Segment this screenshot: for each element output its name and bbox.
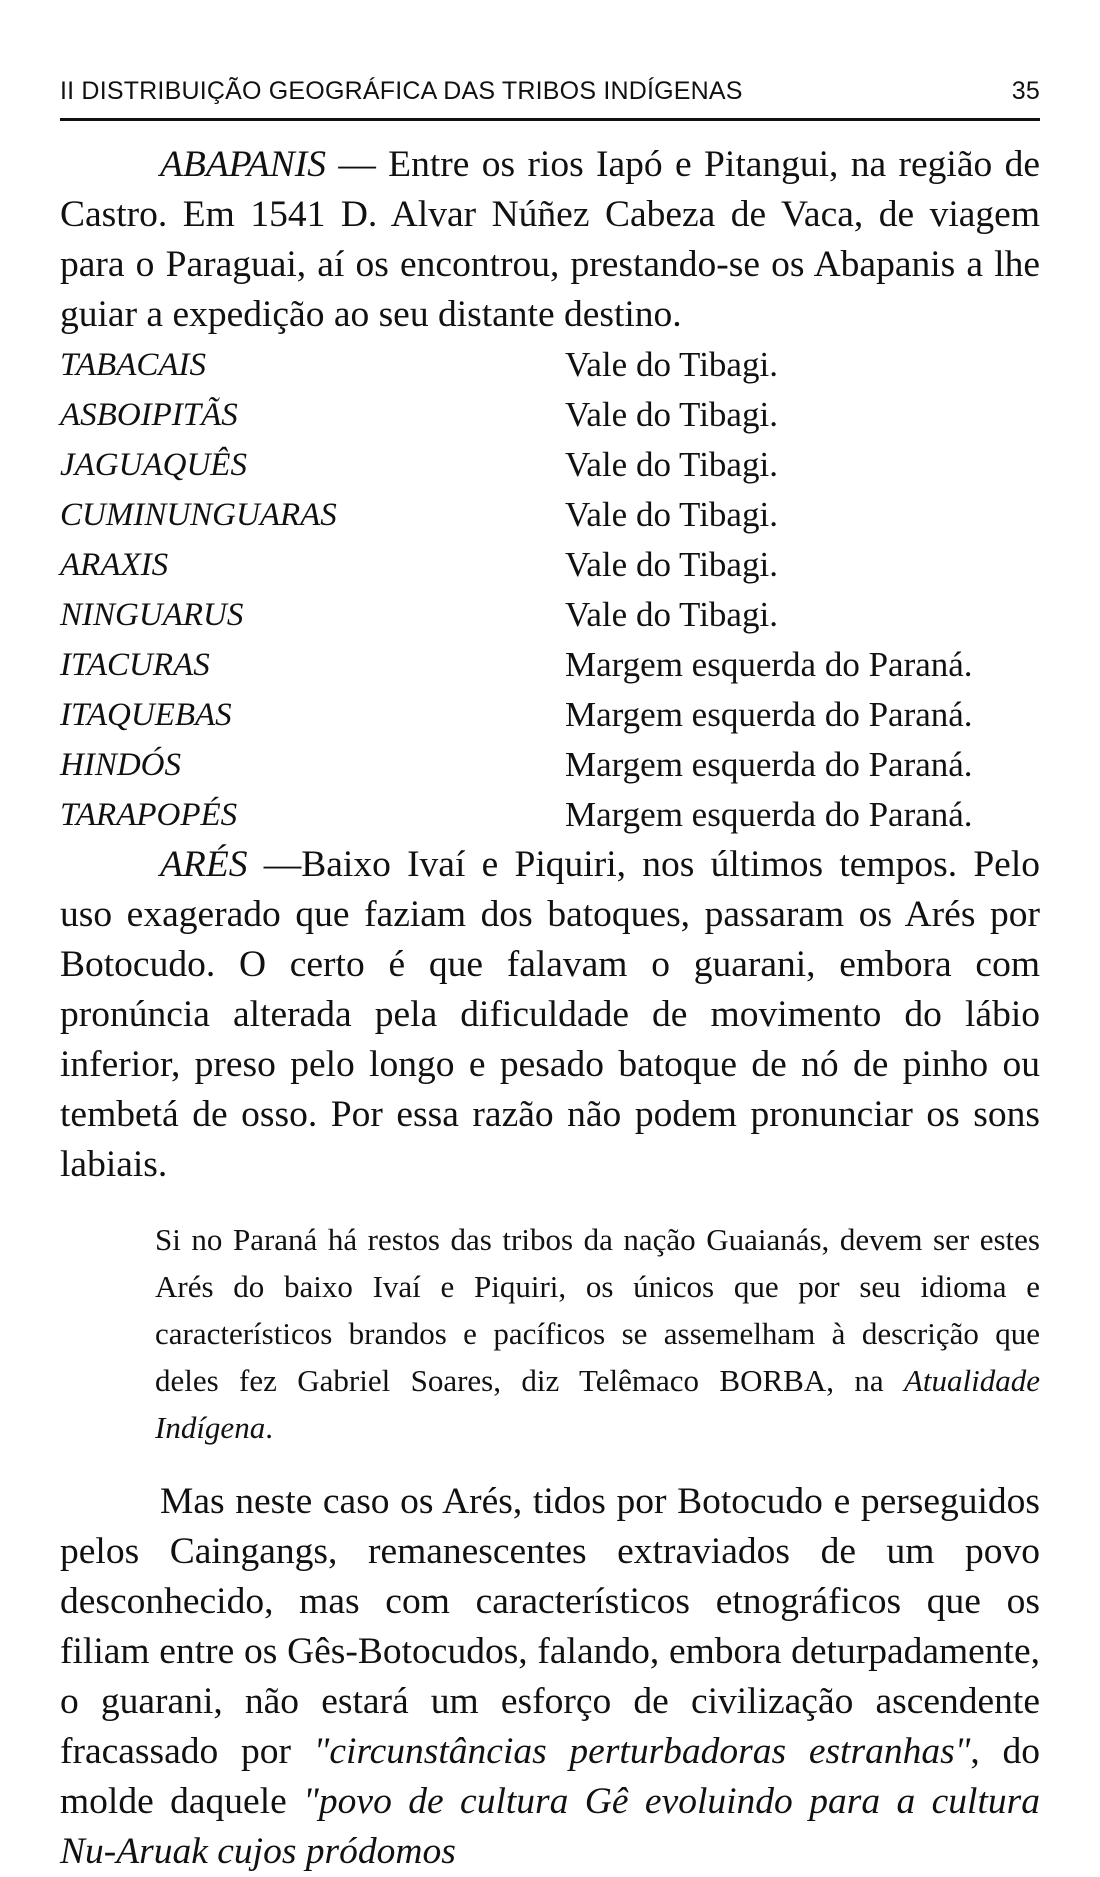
tribe-term: ABAPANIS <box>160 144 326 185</box>
tribe-name: ITACURAS <box>60 647 210 683</box>
tribe-place: Margem esquerda do Paraná. <box>565 745 973 784</box>
tribe-name: NINGUARUS <box>60 597 244 633</box>
inline-quote: "povo de cultura Gê evoluindo para a cultura Nu-Aruak cujos pródomos <box>60 1781 1040 1872</box>
paragraph-abapanis <box>60 140 1040 340</box>
tribe-term: ARÉS <box>160 844 248 885</box>
tribe-place: Vale do Tibagi. <box>565 445 778 484</box>
tribe-name: ASBOIPITÃS <box>60 397 238 433</box>
body-text <box>60 140 1040 1877</box>
tribe-place: Vale do Tibagi. <box>565 545 778 584</box>
tribe-place: Vale do Tibagi. <box>565 345 778 384</box>
inline-quote: "circunstâncias perturbadoras estranhas" <box>313 1731 971 1772</box>
tribe-place: Margem esquerda do Paraná. <box>565 795 973 834</box>
paragraph-text: — Entre os rios Iapó e Pitangui, na região de Castro. Em 1541 D. Alvar Núñez Cabeza de Vaca, de viagem para o Paraguai, aí os encontrou, prestando-se os Abapanis a lhe guiar a expedição ao seu distante destino. <box>60 144 1040 335</box>
tribe-name: JAGUAQUÊS <box>60 447 247 483</box>
paragraph-conclusion <box>60 1477 1040 1877</box>
tribe-name: ITAQUEBAS <box>60 697 232 733</box>
quote-text: Si no Paraná há restos das tribos da nação Guaianás, devem ser estes Arés do baixo Ivaí e Piquiri, os únicos que por seu idioma e característicos brandos e pacíficos se assemelham à descrição que deles fez Gabriel Soares, diz Telêmaco BORBA, na <box>155 1222 1040 1398</box>
tribe-row <box>60 740 1040 790</box>
running-title: II DISTRIBUIÇÃO GEOGRÁFICA DAS TRIBOS INDÍGENAS <box>60 77 743 105</box>
tribe-name: TARAPOPÉS <box>60 797 238 833</box>
tribe-place: Vale do Tibagi. <box>565 595 778 634</box>
tribe-row <box>60 440 1040 490</box>
paragraph-text: Mas neste caso os Arés, tidos por Botocudo e perseguidos pelos Caingangs, remanescentes extraviados de um povo desconhecido, mas com característicos etnográficos que os filiam entre os Gês-Botocudos, falando, embora deturpadamente, o guarani, não estará um esforço de civilização ascendente fracassado por <box>60 1481 1040 1772</box>
tribe-row <box>60 640 1040 690</box>
tribe-row <box>60 790 1040 840</box>
tribe-row <box>60 390 1040 440</box>
tribe-row <box>60 490 1040 540</box>
tribe-row <box>60 340 1040 390</box>
tribe-name: HINDÓS <box>60 747 181 783</box>
paragraph-text: , do molde daquele <box>60 1731 1040 1822</box>
page-number: 35 <box>1011 77 1040 105</box>
tribe-place: Vale do Tibagi. <box>565 495 778 534</box>
running-head <box>60 76 1040 106</box>
tribe-name: CUMINUNGUARAS <box>60 497 337 533</box>
quote-end: . <box>265 1410 273 1445</box>
tribe-list <box>60 340 1040 840</box>
tribe-place: Margem esquerda do Paraná. <box>565 645 973 684</box>
tribe-row <box>60 590 1040 640</box>
tribe-name: ARAXIS <box>60 547 169 583</box>
tribe-place: Margem esquerda do Paraná. <box>565 695 973 734</box>
block-quote <box>155 1216 1040 1451</box>
tribe-name: TABACAIS <box>60 347 207 383</box>
paragraph-ares <box>60 840 1040 1190</box>
tribe-place: Vale do Tibagi. <box>565 395 778 434</box>
header-rule <box>60 118 1040 121</box>
tribe-row <box>60 690 1040 740</box>
quote-work-title: Atualidade Indígena <box>155 1363 1040 1445</box>
paragraph-text: —Baixo Ivaí e Piquiri, nos últimos tempos. Pelo uso exagerado que faziam dos batoques, passaram os Arés por Botocudo. O certo é que falavam o guarani, embora com pronúncia alterada pela dificuldade de movimento do lábio inferior, preso pelo longo e pesado batoque de nó de pinho ou tembetá de osso. Por essa razão não podem pronunciar os sons labiais. <box>60 844 1040 1185</box>
tribe-row <box>60 540 1040 590</box>
